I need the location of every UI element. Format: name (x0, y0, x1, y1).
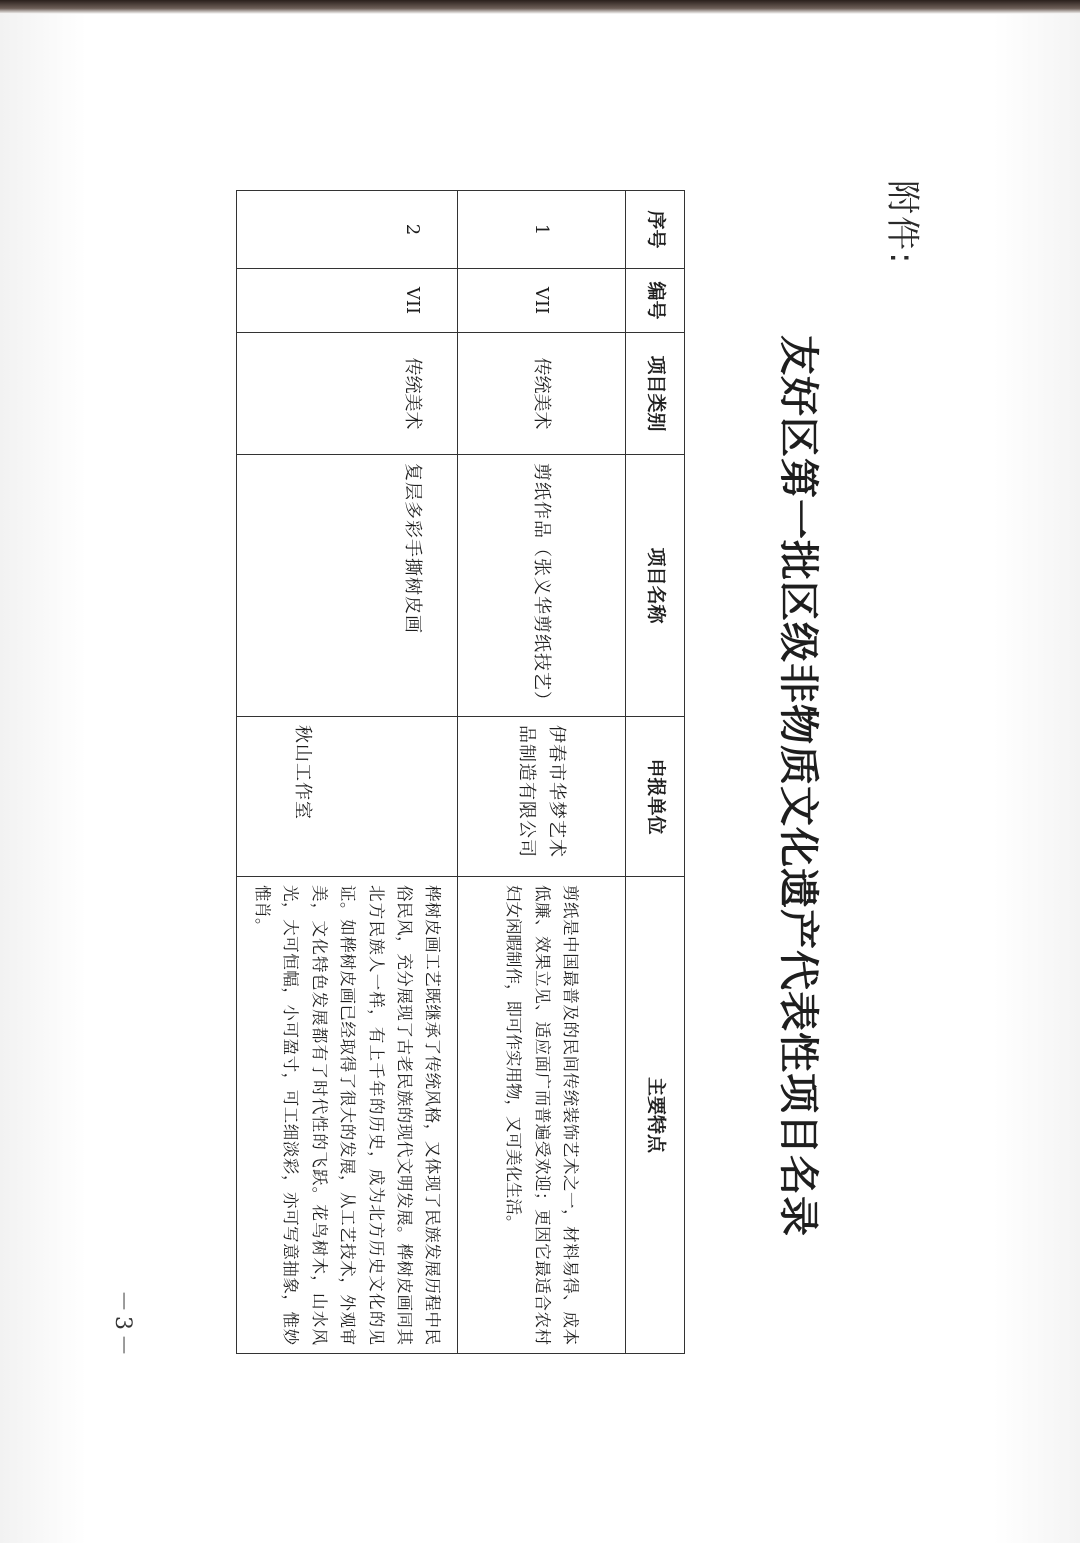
cell-seq (237, 191, 458, 269)
cell-name: 剪纸作品（张义华剪纸技艺） (458, 455, 626, 717)
cell-code-text: VII (402, 286, 423, 315)
cell-name (237, 455, 458, 717)
header-code: 编号 (626, 269, 685, 333)
table-header-row (626, 191, 685, 1354)
header-features: 主要特点 (626, 877, 685, 1354)
cell-category: 传统美术 (458, 333, 626, 455)
page-number: －3－ (110, 1290, 135, 1360)
cell-unit (237, 717, 458, 877)
header-unit: 申报单位 (626, 717, 685, 877)
cell-features: 桦树皮画工艺既继承了传统风格，又体现了民族发展历程中民俗民风，充分展现了古老民族的现代文明发展。桦树皮画同其北方民族人一样，有上千年的历史，成为北方历史文化的见证。如桦树皮画已经取得了很大的发展，从工艺技术，外观审美，文化特色发展都有了时代性的飞跃。花鸟树木，山水风光，大可恒幅，小可盈寸，可工细淡彩，亦可写意抽象，惟妙惟肖。 (237, 877, 458, 1354)
cell-features: 剪纸是中国最普及的民间传统装饰艺术之一，材料易得、成本低廉、效果立见、适应面广而普遍受欢迎；更因它最适合农村妇女闲暇制作，即可作实用物，又可美化生活。 (458, 877, 626, 1354)
cell-unit-text: 秋山工作室 (291, 725, 313, 820)
heritage-roster-table (236, 190, 685, 1354)
table-row (458, 191, 626, 1354)
cell-name-text: 复层多彩手撕树皮画 (402, 463, 423, 634)
cell-seq-text: 2 (402, 223, 423, 236)
cell-unit: 伊春市华梦艺术品制造有限公司 (458, 717, 626, 877)
header-seq: 序号 (626, 191, 685, 269)
page-title: 友好区第一批区级非物质文化遗产代表性项目名录 (775, 335, 821, 1237)
table-row (237, 191, 458, 1354)
header-category: 项目类别 (626, 333, 685, 455)
cell-category-text: 传统美术 (402, 357, 423, 430)
cell-code: VII (458, 269, 626, 333)
header-name: 项目名称 (626, 455, 685, 717)
cell-category (237, 333, 458, 455)
cell-seq: 1 (458, 191, 626, 269)
attachment-label: 附件: (882, 180, 922, 266)
cell-code (237, 269, 458, 333)
